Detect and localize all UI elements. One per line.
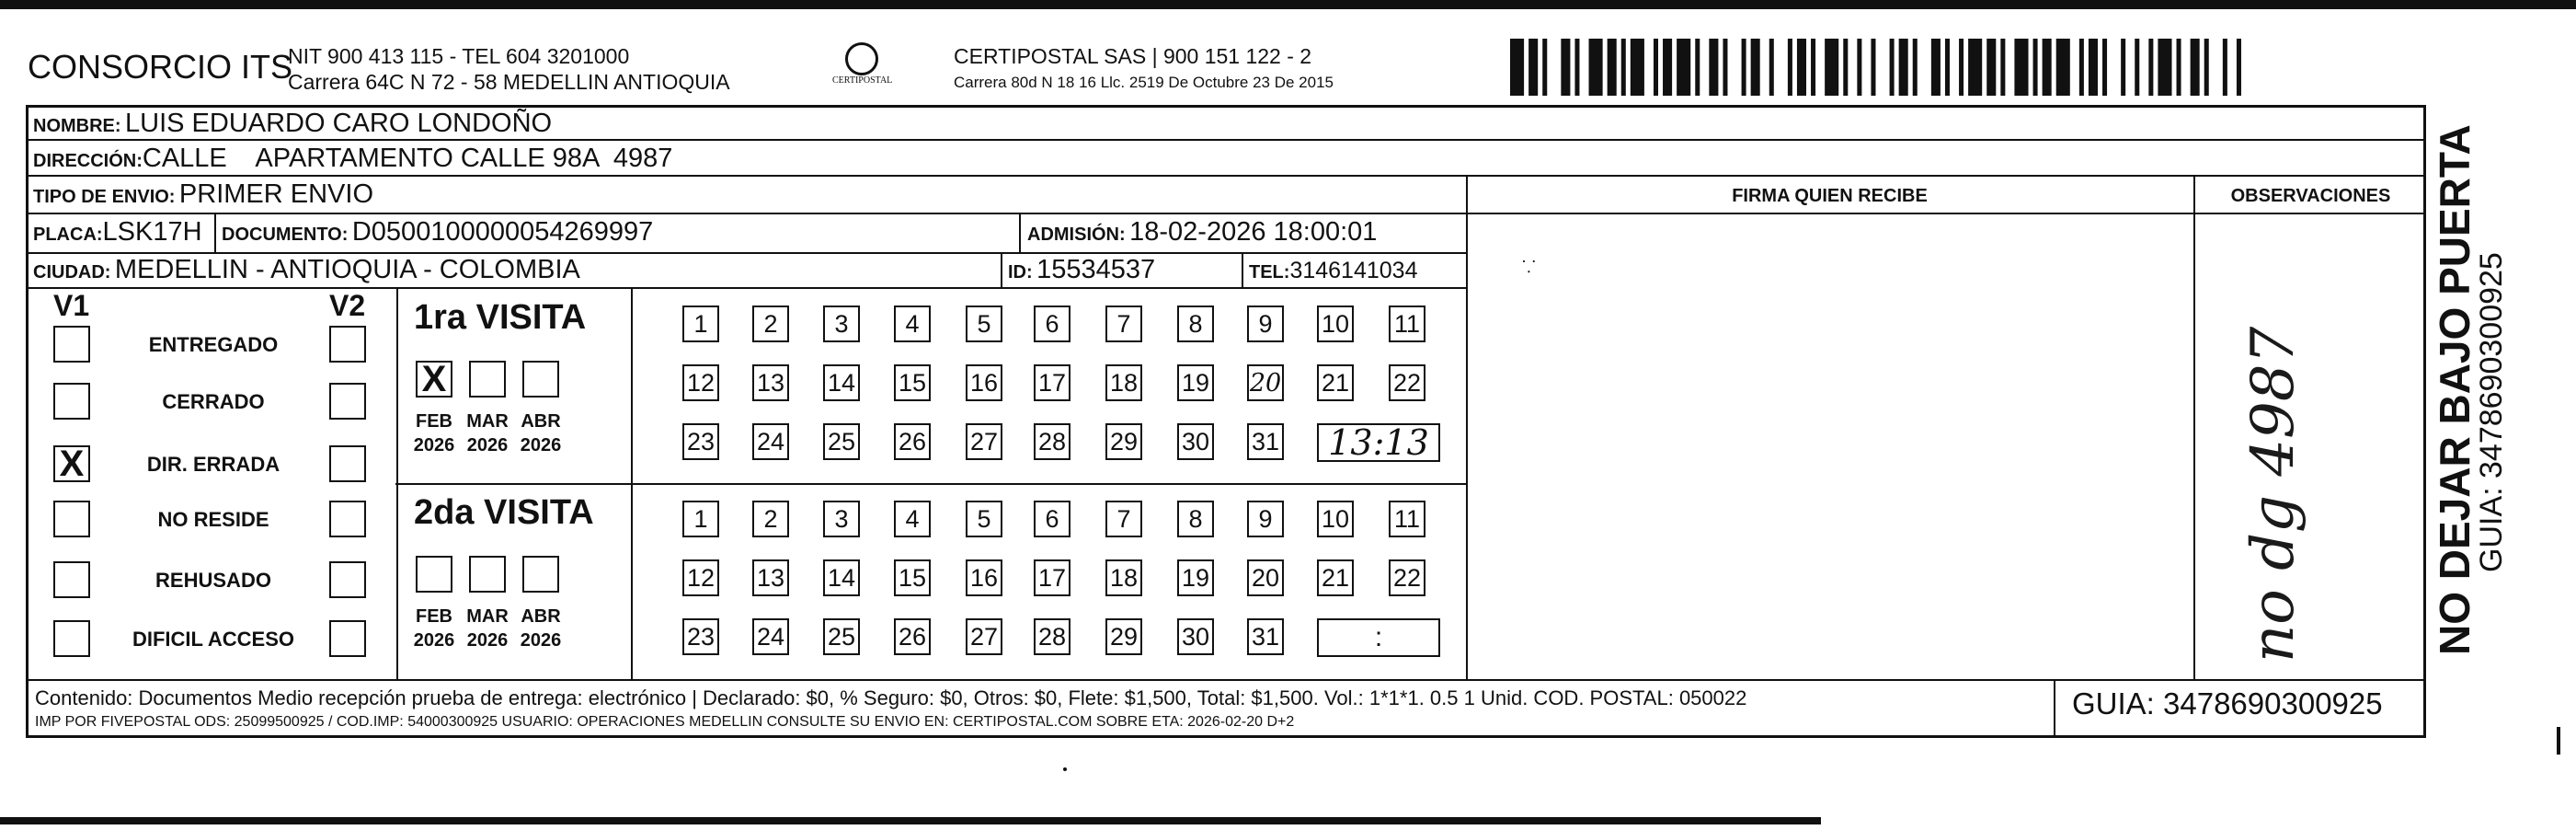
footer-divider: [26, 679, 2426, 681]
month-checkbox[interactable]: [522, 361, 559, 398]
day-box-19[interactable]: 19: [1177, 364, 1214, 401]
row-divider: [26, 252, 1466, 254]
postal-license-line: Carrera 80d N 18 16 Llc. 2519 De Octubre 23 De 2015: [954, 74, 1334, 91]
barcode-bar: [1677, 39, 1690, 96]
day-box-30[interactable]: 30: [1177, 618, 1214, 655]
month-year: 2026: [413, 435, 455, 455]
day-box-9[interactable]: 9: [1247, 305, 1284, 342]
v1-checkbox[interactable]: [53, 501, 90, 537]
v1-checkbox[interactable]: X: [53, 445, 90, 482]
barcode-bar: [1968, 39, 1982, 96]
day-box-15[interactable]: 15: [894, 559, 931, 596]
visit-divider: [395, 483, 1466, 485]
barcode-bar: [1589, 39, 1603, 96]
day-box-23[interactable]: 23: [682, 423, 719, 460]
direccion-row: DIRECCIÓN:CALLE APARTAMENTO CALLE 98A 4987: [33, 144, 673, 173]
company-address: Carrera 64C N 72 - 58 MEDELLIN ANTIOQUIA: [288, 70, 730, 94]
day-box-20[interactable]: 20: [1247, 559, 1284, 596]
company-name: CONSORCIO ITS: [28, 48, 293, 86]
v1-checkbox[interactable]: [53, 561, 90, 598]
day-box-10[interactable]: 10: [1317, 305, 1354, 342]
barcode-bar: [1709, 39, 1718, 96]
barcode-bar: [2056, 39, 2070, 96]
day-box-1[interactable]: 1: [682, 305, 719, 342]
barcode-bar: [1663, 39, 1672, 96]
footer-guia-left-border: [2054, 679, 2055, 738]
month-checkbox[interactable]: [416, 556, 452, 593]
barcode-bar: [2014, 39, 2028, 96]
barcode-bar: [2191, 39, 2200, 96]
day-box-12[interactable]: 12: [682, 559, 719, 596]
barcode-bar: [2177, 39, 2181, 96]
month-year: 2026: [520, 435, 562, 455]
barcode-bar: [1631, 39, 1644, 96]
month-year: 2026: [520, 630, 562, 651]
day-box-12[interactable]: 12: [682, 364, 719, 401]
barcode-bar: [1751, 39, 1760, 96]
day-box-17[interactable]: 17: [1034, 364, 1070, 401]
barcode-bar: [1857, 39, 1861, 96]
month-name: ABR: [521, 606, 561, 627]
barcode-bar: [1788, 39, 1792, 96]
stray-dot: [1063, 767, 1067, 771]
barcode-bar: [1695, 39, 1700, 96]
day-box-26[interactable]: 26: [894, 618, 931, 655]
day-box-2[interactable]: 2: [752, 305, 789, 342]
barcode-bar: [1959, 39, 1963, 96]
postal-company-line: CERTIPOSTAL SAS | 900 151 122 - 2: [954, 44, 1312, 68]
firma-header: FIRMA QUIEN RECIBE: [1732, 186, 1928, 206]
day-box-29[interactable]: 29: [1105, 423, 1142, 460]
barcode-bar: [1769, 39, 1774, 96]
month-name: ABR: [521, 411, 561, 432]
barcode-bar: [1797, 39, 1806, 96]
nombre-row: NOMBRE: LUIS EDUARDO CARO LONDOÑO: [33, 109, 553, 138]
status-right-border: [396, 287, 398, 679]
day-box-2[interactable]: 2: [752, 501, 789, 537]
barcode-bar: [2033, 39, 2038, 96]
v1-header: V1: [53, 289, 90, 322]
barcode-bar: [1574, 39, 1579, 96]
day-box-9[interactable]: 9: [1247, 501, 1284, 537]
row-divider: [26, 213, 2426, 214]
barcode-bar: [2079, 39, 2084, 96]
barcode-bar: [1811, 39, 1815, 96]
side-guia: GUIA: 3478690300925: [2474, 252, 2509, 572]
day-box-5[interactable]: 5: [966, 305, 1002, 342]
status-label: REHUSADO: [155, 569, 271, 592]
right-edge-mark: [2557, 727, 2560, 755]
day-box-24[interactable]: 24: [752, 423, 789, 460]
day-box-27[interactable]: 27: [966, 423, 1002, 460]
day-box-28[interactable]: 28: [1034, 618, 1070, 655]
day-box-14[interactable]: 14: [823, 364, 860, 401]
visit-title: 1ra VISITA: [414, 298, 587, 337]
month-checkbox[interactable]: [522, 556, 559, 593]
hour-field[interactable]: 13:13: [1317, 423, 1440, 462]
barcode-bar: [1654, 39, 1658, 96]
day-box-27[interactable]: 27: [966, 618, 1002, 655]
barcode-bar: [1742, 39, 1746, 96]
day-box-3[interactable]: 3: [823, 305, 860, 342]
v2-checkbox[interactable]: [329, 445, 366, 482]
footer-content-line: Contenido: Documentos Medio recepción prueba de entrega: electrónico | Declarado: $0, % Seguro: $0, Otros: $0, Flete: $1,500, Total: $1,500. Vol.: 1*1*1. 0.5 1 Unid. COD. POSTAL: 050022: [35, 686, 1747, 709]
company-nit-tel: NIT 900 413 115 - TEL 604 3201000: [288, 44, 630, 68]
month-year: 2026: [413, 630, 455, 651]
day-box-18[interactable]: 18: [1105, 559, 1142, 596]
barcode-bar: [1608, 39, 1617, 96]
handwritten-observation: no dg 4987: [2239, 326, 2307, 663]
status-label: NO RESIDE: [157, 508, 269, 531]
v2-checkbox[interactable]: [329, 620, 366, 657]
v2-checkbox[interactable]: [329, 383, 366, 420]
v2-checkbox[interactable]: [329, 326, 366, 363]
visit-title: 2da VISITA: [414, 493, 594, 532]
barcode-bar: [2148, 39, 2153, 96]
barcode-bar: [1871, 39, 1875, 96]
documento-field: DOCUMENTO: D0500100000054269997: [222, 217, 654, 247]
barcode-bar: [2000, 39, 2005, 96]
month-name: MAR: [466, 411, 509, 432]
month-checkbox[interactable]: [469, 556, 506, 593]
v2-checkbox[interactable]: [329, 501, 366, 537]
day-box-13[interactable]: 13: [752, 559, 789, 596]
observations-left-border: [2193, 175, 2195, 679]
day-box-17[interactable]: 17: [1034, 559, 1070, 596]
tel-field: TEL:3146141034: [1249, 258, 1418, 283]
status-label: DIFICIL ACCESO: [132, 628, 294, 651]
day-box-16[interactable]: 16: [966, 364, 1002, 401]
day-box-10[interactable]: 10: [1317, 501, 1354, 537]
footer-print-line: IMP POR FIVEPOSTAL ODS: 25099500925 / COD.IMP: 54000300925 USUARIO: OPERACIONES MEDELLIN CONSULTE SU ENVIO EN: CERTIPOSTAL.COM SOBRE ETA: 2026-02-20 D+2: [35, 714, 1295, 730]
day-box-31[interactable]: 31: [1247, 618, 1284, 655]
top-edge-border: [0, 0, 2576, 9]
day-box-8[interactable]: 8: [1177, 305, 1214, 342]
barcode-bar: [1913, 39, 1918, 96]
barcode-bar: [1723, 39, 1727, 96]
day-box-31[interactable]: 31: [1247, 423, 1284, 460]
v2-checkbox[interactable]: [329, 561, 366, 598]
barcode-bar: [1931, 39, 1941, 96]
status-label: DIR. ERRADA: [146, 453, 280, 476]
row-divider: [26, 175, 2426, 177]
signature-mark: ⸪: [1522, 258, 1536, 276]
day-box-28[interactable]: 28: [1034, 423, 1070, 460]
day-box-30[interactable]: 30: [1177, 423, 1214, 460]
barcode-bar: [1561, 39, 1570, 96]
day-box-23[interactable]: 23: [682, 618, 719, 655]
day-box-11[interactable]: 11: [1389, 501, 1425, 537]
v1-checkbox[interactable]: [53, 620, 90, 657]
day-box-18[interactable]: 18: [1105, 364, 1142, 401]
day-box-19[interactable]: 19: [1177, 559, 1214, 596]
barcode-bar: [1542, 39, 1547, 96]
status-label: CERRADO: [162, 390, 265, 413]
day-box-25[interactable]: 25: [823, 618, 860, 655]
barcode-bar: [1843, 39, 1848, 96]
day-box-8[interactable]: 8: [1177, 501, 1214, 537]
v1-checkbox[interactable]: [53, 383, 90, 420]
day-box-3[interactable]: 3: [823, 501, 860, 537]
observaciones-header: OBSERVACIONES: [2230, 186, 2391, 206]
day-box-7[interactable]: 7: [1105, 501, 1142, 537]
month-year: 2026: [466, 435, 509, 455]
barcode-bar: [1621, 39, 1626, 96]
barcode-bar: [2223, 39, 2227, 96]
day-box-22[interactable]: 22: [1389, 364, 1425, 401]
id-field: ID: 15534537: [1008, 255, 1156, 284]
day-box-29[interactable]: 29: [1105, 618, 1142, 655]
barcode-bar: [2237, 39, 2241, 96]
day-box-22[interactable]: 22: [1389, 559, 1425, 596]
certipostal-logo-icon: CERTIPOSTAL: [832, 40, 887, 98]
ciudad-field: CIUDAD: MEDELLIN - ANTIOQUIA - COLOMBIA: [33, 255, 580, 284]
footer-guia: GUIA: 3478690300925: [2072, 686, 2383, 720]
day-box-21[interactable]: 21: [1317, 364, 1354, 401]
barcode-bar: [2102, 39, 2107, 96]
barcode-bar: [2043, 39, 2052, 96]
barcode-bar: [1890, 39, 1895, 96]
day-box-26[interactable]: 26: [894, 423, 931, 460]
barcode: [1510, 39, 2246, 96]
barcode-bar: [1945, 39, 1950, 96]
day-box-7[interactable]: 7: [1105, 305, 1142, 342]
barcode-bar: [1528, 39, 1538, 96]
month-checkbox[interactable]: [469, 361, 506, 398]
barcode-bar: [1825, 39, 1838, 96]
day-box-24[interactable]: 24: [752, 618, 789, 655]
barcode-bar: [1510, 39, 1524, 96]
no-dejar-warning: NO DEJAR BAJO PUERTA: [2431, 124, 2479, 655]
day-box-1[interactable]: 1: [682, 501, 719, 537]
month-name: FEB: [416, 411, 452, 432]
day-box-13[interactable]: 13: [752, 364, 789, 401]
barcode-bar: [2089, 39, 2098, 96]
day-box-5[interactable]: 5: [966, 501, 1002, 537]
day-box-25[interactable]: 25: [823, 423, 860, 460]
row-divider: [26, 139, 2426, 141]
bottom-edge-border: [0, 817, 1821, 824]
visit-title-right-border: [631, 287, 633, 679]
v1-checkbox[interactable]: [53, 326, 90, 363]
barcode-bar: [2158, 39, 2171, 96]
barcode-bar: [2204, 39, 2209, 96]
day-box-21[interactable]: 21: [1317, 559, 1354, 596]
month-name: FEB: [416, 606, 452, 627]
day-box-4[interactable]: 4: [894, 305, 931, 342]
v2-header: V2: [329, 289, 366, 322]
placa-field: PLACA:LSK17H: [33, 217, 202, 247]
day-box-15[interactable]: 15: [894, 364, 931, 401]
day-box-6[interactable]: 6: [1034, 501, 1070, 537]
month-name: MAR: [466, 606, 509, 627]
barcode-bar: [2121, 39, 2125, 96]
month-year: 2026: [466, 630, 509, 651]
day-box-16[interactable]: 16: [966, 559, 1002, 596]
signature-left-border: [1466, 175, 1468, 679]
barcode-bar: [1899, 39, 1908, 96]
barcode-bar: [1986, 39, 1996, 96]
day-box-14[interactable]: 14: [823, 559, 860, 596]
tipo-envio-row: TIPO DE ENVIO: PRIMER ENVIO: [33, 179, 374, 209]
day-box-4[interactable]: 4: [894, 501, 931, 537]
day-box-20[interactable]: 20: [1247, 364, 1284, 401]
day-box-11[interactable]: 11: [1389, 305, 1425, 342]
admision-field: ADMISIÓN: 18-02-2026 18:00:01: [1027, 217, 1378, 247]
row-divider: [26, 287, 1466, 289]
day-box-6[interactable]: 6: [1034, 305, 1070, 342]
status-label: ENTREGADO: [148, 333, 279, 356]
month-checkbox[interactable]: X: [416, 361, 452, 398]
hour-field[interactable]: :: [1317, 618, 1440, 657]
barcode-bar: [2135, 39, 2139, 96]
